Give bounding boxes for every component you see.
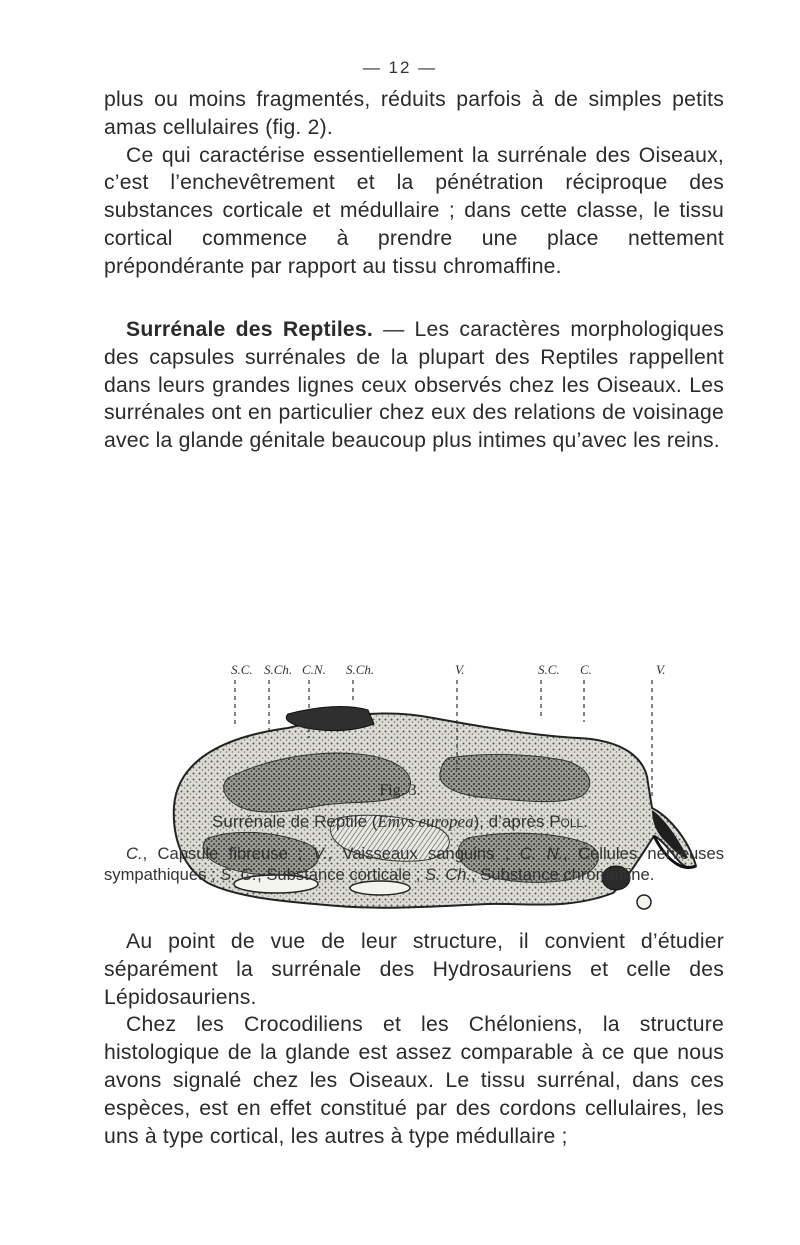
caption-suffix: ), d’après	[473, 812, 545, 831]
figure-leader-lines	[168, 678, 710, 798]
figure-label: S.Ch.	[346, 662, 375, 677]
legend-abbr: S. C.	[220, 865, 258, 884]
paragraph: plus ou moins fragmentés, réduits parfois à de simples petits amas cellulaires (fig. 2).	[104, 88, 724, 139]
caption-author: Poll.	[549, 812, 588, 831]
caption-species: Emys europea	[377, 812, 474, 831]
closing-text	[104, 928, 724, 1150]
legend-text: , Capsule fibreuse ;	[142, 844, 313, 863]
section-text: — Les caractères morphologiques des capsules surrénales de la plupart des Reptiles rappellent dans leurs grandes lignes ceux observés chez les Oiseaux. Les surrénales ont en particulier chez eux des relations de voisinage avec la glande génitale beaucoup plus intimes qu’avec les reins.	[104, 318, 724, 453]
figure-label: C.N.	[302, 662, 326, 677]
figure-label: C.	[580, 662, 592, 677]
legend-text: , Substance corticale ;	[257, 865, 425, 884]
figure-label: S.C.	[231, 662, 253, 677]
section-heading: Surrénale des Reptiles.	[126, 318, 373, 341]
blood-vessel	[637, 895, 651, 909]
legend-text: , Substance chromaffine.	[471, 865, 655, 884]
legend-abbr: V.	[312, 844, 328, 863]
figure-legend	[104, 843, 724, 885]
paragraph	[104, 316, 724, 455]
figure-number: Fig. 3.	[379, 782, 421, 799]
paragraph: Chez les Crocodiliens et les Chéloniens, la structure histologique de la glande est assez comparable à ce que nous avons signalé chez les Oiseaux. Le tissu surrénal, dans ces espèces, est en effet constitué par des cordons cellulaires, les uns à type cortical, les autres à type médullaire ;	[104, 1013, 724, 1148]
paragraph: Au point de vue de leur structure, il convient d’étudier séparément la surrénale des Hydrosauriens et celle des Lépidosauriens.	[104, 930, 724, 1009]
figure-label: S.Ch.	[264, 662, 293, 677]
legend-abbr: C. N.	[519, 844, 564, 863]
legend-abbr: C.	[126, 844, 143, 863]
figure-caption	[0, 812, 800, 832]
caption-prefix: Surrénale de Reptile (	[212, 812, 378, 831]
section-reptiles	[104, 316, 724, 455]
legend-text: , Cellules nerveuses sympathiques ;	[104, 844, 724, 884]
intro-text	[104, 86, 724, 281]
page-number: — 12 —	[362, 58, 438, 77]
legend-text: , Vaisseaux sanguins ;	[327, 844, 520, 863]
figure-label: V.	[455, 662, 465, 677]
paragraph: Ce qui caractérise essentiellement la surrénale des Oiseaux, c’est l’enchevêtrement et la pénétration réciproque des substances corticale et médullaire ; dans cette classe, le tissu cortical commence à prendre une place nettement prépondérante par rapport au tissu chromaffine.	[104, 143, 724, 278]
legend-abbr: S. Ch.	[424, 865, 472, 884]
figure-label: V.	[656, 662, 666, 677]
figure-label: S.C.	[538, 662, 560, 677]
